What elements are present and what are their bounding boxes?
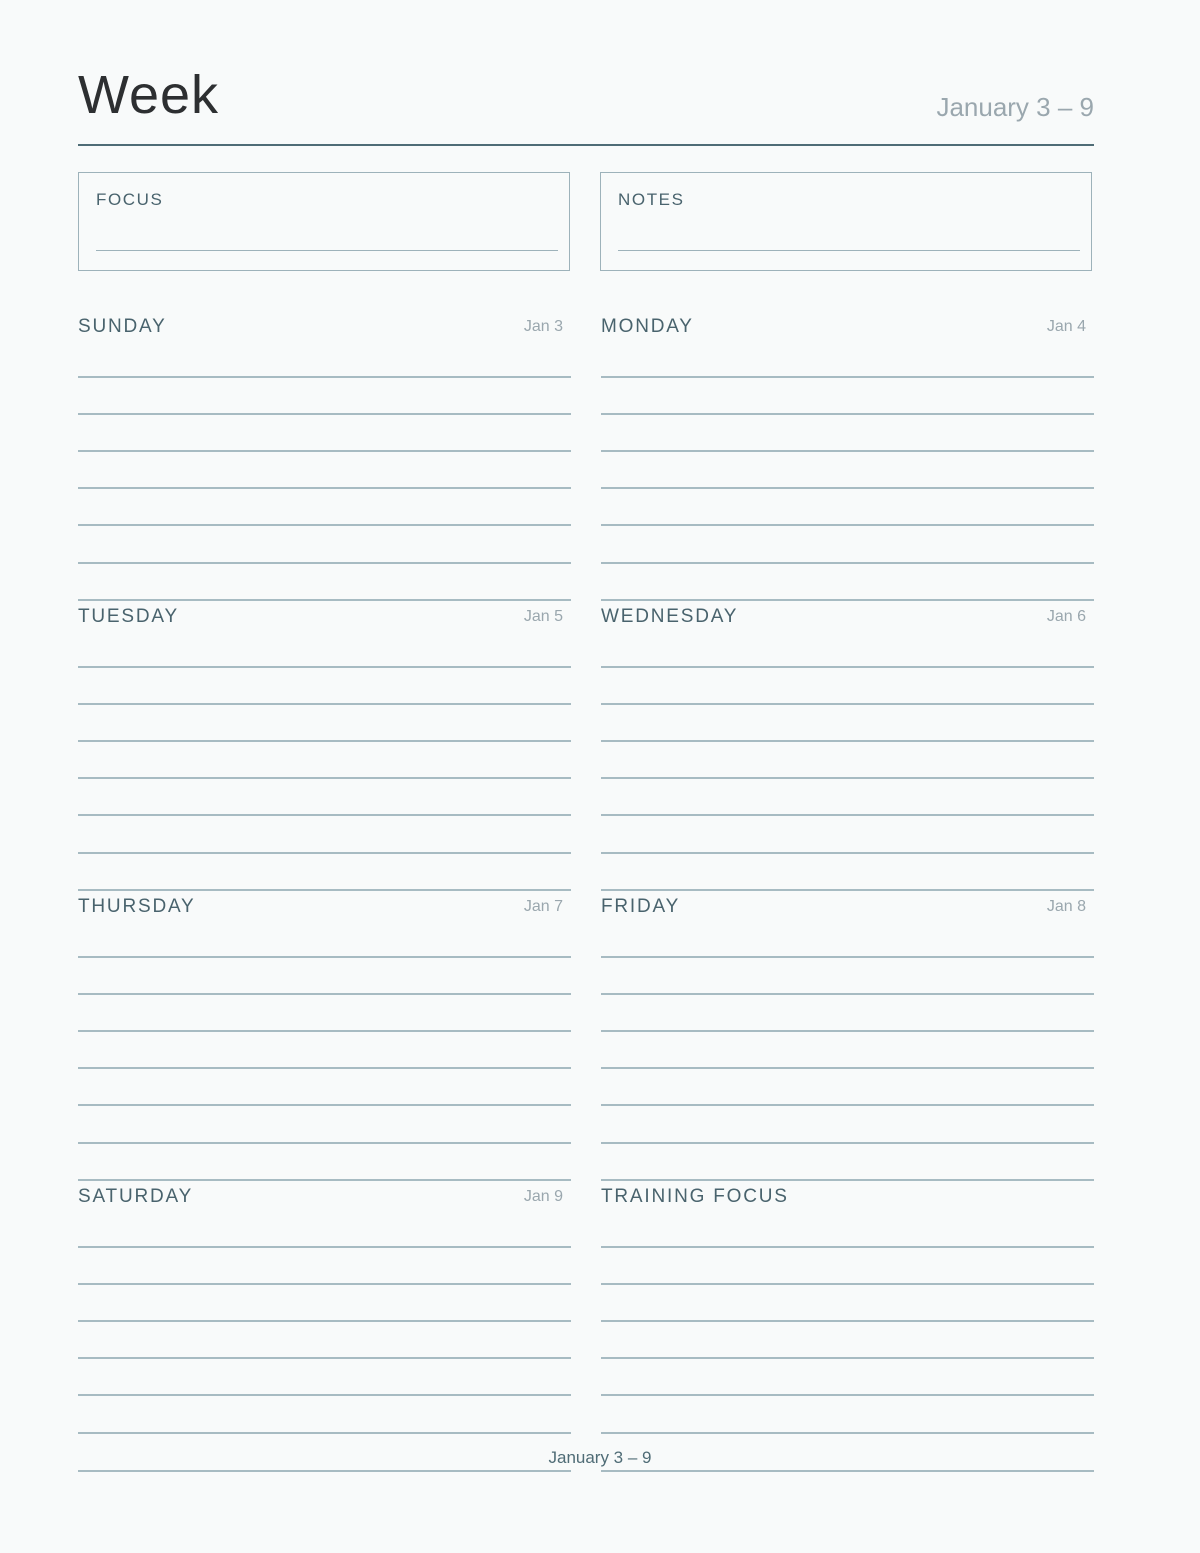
writing-line[interactable] [601, 1030, 1094, 1032]
day-date: Jan 8 [1046, 898, 1086, 915]
day-label: TUESDAY [78, 606, 179, 627]
writing-line[interactable] [601, 524, 1094, 526]
writing-line[interactable] [78, 1357, 571, 1359]
writing-line[interactable] [78, 814, 571, 816]
day-date: Jan 9 [523, 1188, 563, 1205]
focus-label: FOCUS [96, 190, 164, 209]
page-title: Week [78, 65, 220, 125]
writing-line[interactable] [78, 1394, 571, 1396]
writing-line[interactable] [78, 524, 571, 526]
writing-line[interactable] [78, 1142, 571, 1144]
notes-box [600, 172, 1092, 271]
writing-line[interactable] [78, 1432, 571, 1434]
writing-line[interactable] [78, 777, 571, 779]
writing-line[interactable] [601, 487, 1094, 489]
day-section-saturday [78, 1170, 571, 1460]
footer-range: January 3 – 9 [548, 1448, 652, 1467]
writing-line[interactable] [78, 740, 571, 742]
day-section-sunday [78, 300, 571, 590]
writing-line[interactable] [601, 814, 1094, 816]
bottom-rule [78, 1470, 571, 1472]
day-date: Jan 7 [523, 898, 563, 915]
week-range: January 3 – 9 [936, 92, 1094, 122]
writing-line[interactable] [78, 1283, 571, 1285]
writing-line[interactable] [601, 1283, 1094, 1285]
header-divider [78, 144, 1094, 146]
day-section-thursday [78, 880, 571, 1170]
writing-line[interactable] [601, 1142, 1094, 1144]
notes-writing-line[interactable] [618, 250, 1080, 251]
writing-line[interactable] [601, 777, 1094, 779]
day-label: WEDNESDAY [601, 606, 739, 627]
writing-line[interactable] [601, 993, 1094, 995]
writing-line[interactable] [601, 956, 1094, 958]
writing-line[interactable] [78, 562, 571, 564]
day-date: Jan 4 [1046, 318, 1086, 335]
day-label: FRIDAY [601, 896, 681, 917]
writing-line[interactable] [78, 450, 571, 452]
writing-line[interactable] [78, 413, 571, 415]
writing-line[interactable] [78, 1320, 571, 1322]
writing-line[interactable] [601, 1432, 1094, 1434]
writing-line[interactable] [78, 956, 571, 958]
writing-line[interactable] [601, 740, 1094, 742]
notes-label: NOTES [618, 190, 685, 209]
day-date: Jan 6 [1046, 608, 1086, 625]
writing-line[interactable] [78, 487, 571, 489]
writing-line[interactable] [601, 1357, 1094, 1359]
writing-line[interactable] [78, 1246, 571, 1248]
day-label: MONDAY [601, 316, 694, 337]
day-label: SATURDAY [78, 1186, 194, 1207]
writing-line[interactable] [601, 1320, 1094, 1322]
bottom-rule [601, 1470, 1094, 1472]
writing-line[interactable] [601, 413, 1094, 415]
day-label: THURSDAY [78, 896, 196, 917]
day-label: TRAINING FOCUS [601, 1186, 789, 1207]
day-label: SUNDAY [78, 316, 167, 337]
writing-line[interactable] [601, 1104, 1094, 1106]
writing-line[interactable] [78, 852, 571, 854]
writing-line[interactable] [78, 1030, 571, 1032]
writing-line[interactable] [601, 1394, 1094, 1396]
writing-line[interactable] [601, 450, 1094, 452]
focus-writing-line[interactable] [96, 250, 558, 251]
writing-line[interactable] [601, 852, 1094, 854]
writing-line[interactable] [78, 703, 571, 705]
day-date: Jan 3 [523, 318, 563, 335]
day-section-training-focus [601, 1170, 1094, 1460]
day-section-monday [601, 300, 1094, 590]
writing-line[interactable] [78, 376, 571, 378]
writing-line[interactable] [601, 376, 1094, 378]
writing-line[interactable] [78, 1067, 571, 1069]
day-section-tuesday [78, 590, 571, 880]
writing-line[interactable] [78, 666, 571, 668]
day-section-wednesday [601, 590, 1094, 880]
day-date: Jan 5 [523, 608, 563, 625]
writing-line[interactable] [601, 1067, 1094, 1069]
focus-box [78, 172, 570, 271]
writing-line[interactable] [601, 562, 1094, 564]
writing-line[interactable] [601, 1246, 1094, 1248]
writing-line[interactable] [78, 1104, 571, 1106]
day-section-friday [601, 880, 1094, 1170]
writing-line[interactable] [601, 666, 1094, 668]
writing-line[interactable] [601, 703, 1094, 705]
writing-line[interactable] [78, 993, 571, 995]
